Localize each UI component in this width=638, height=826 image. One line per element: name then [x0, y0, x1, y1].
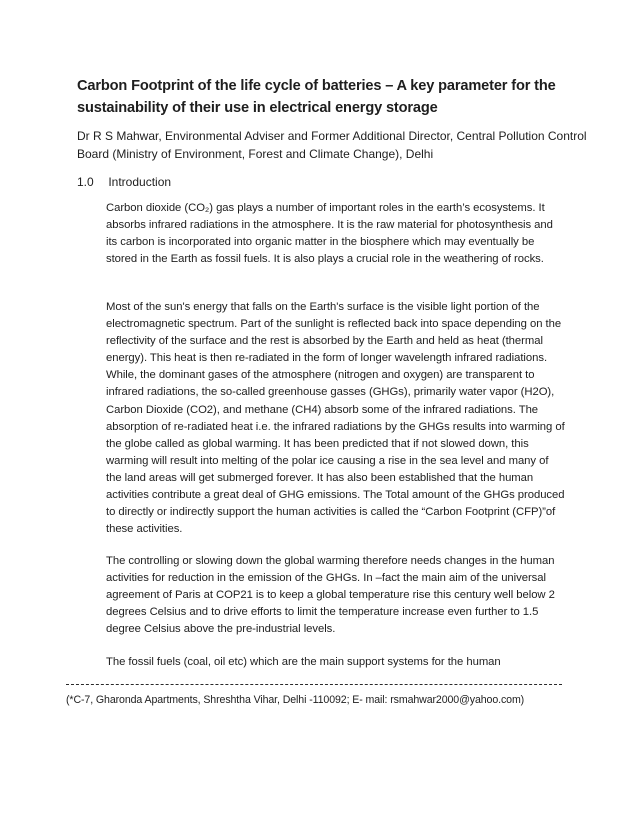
paragraph-1: Carbon dioxide (CO₂) gas plays a number of important roles in the earth’s ecosystems. It absorbs infrared radiations in the atmosphere. It is the raw material for photosynthesis and its carbon is incorporated into organic matter in the biosphere which may eventually be stored in the Earth as fossil fuels. It is also plays a crucial role in the weathering of rocks. — [106, 202, 553, 266]
footnote: (*C-7, Gharonda Apartments, Shreshtha Vihar, Delhi -110092; E- mail: rsmahwar2000@yahoo.com) — [66, 694, 525, 706]
paragraph-4: The fossil fuels (coal, oil etc) which are the main support systems for the human — [106, 656, 501, 668]
author-line: Dr R S Mahwar, Environmental Adviser and Former Additional Director, Central Pollution Control Board (Ministry of Environment, Forest and Climate Change), Delhi — [77, 129, 587, 161]
section-number: 1.0 — [77, 175, 94, 189]
paragraph-3: The controlling or slowing down the global warming therefore needs changes in the human activities for reduction in the emission of the GHGs. In –fact the main aim of the universal agreement of Paris at COP21 is to keep a global temperature rise this century well below 2 degrees Celsius and to drive efforts to limit the temperature increase even further to 1.5 degree Celsius above the pre-industrial levels. — [106, 555, 555, 636]
document-title: Carbon Footprint of the life cycle of batteries – A key parameter for the sustainability of their use in electrical energy storage — [77, 78, 556, 116]
section-title: Introduction — [108, 175, 172, 189]
paragraph-2: Most of the sun's energy that falls on the Earth's surface is the visible light portion of the electromagnetic spectrum. Part of the sunlight is reflected back into space depending on the reflectivity of the surface and the rest is absorbed by the Earth and held as heat (thermal energy). This heat is then re-radiated in the form of longer wavelength infrared radiations. While, the dominant gases of the atmosphere (nitrogen and oxygen) are transparent to infrared radiations, the so-called greenhouse gasses (GHGs), primarily water vapor (H2O), Carbon Dioxide (CO2), and methane (CH4) absorb some of the infrared radiations. The absorption of re-radiated heat i.e. the infrared radiations by the GHGs results into warming of the globe called as global warming. It has been predicted that if not slowed down, this warming will result into melting of the polar ice causing a rise in the sea level and many of the land areas will get submerged forever. It has also been established that the human activities contribute a great deal of GHG emissions. The Total amount of the GHGs produced to directly or indirectly support the human activities is called the “Carbon Footprint (CFP)”of these activities. — [106, 301, 565, 536]
section-heading — [77, 173, 171, 191]
footnote-divider — [66, 684, 562, 685]
